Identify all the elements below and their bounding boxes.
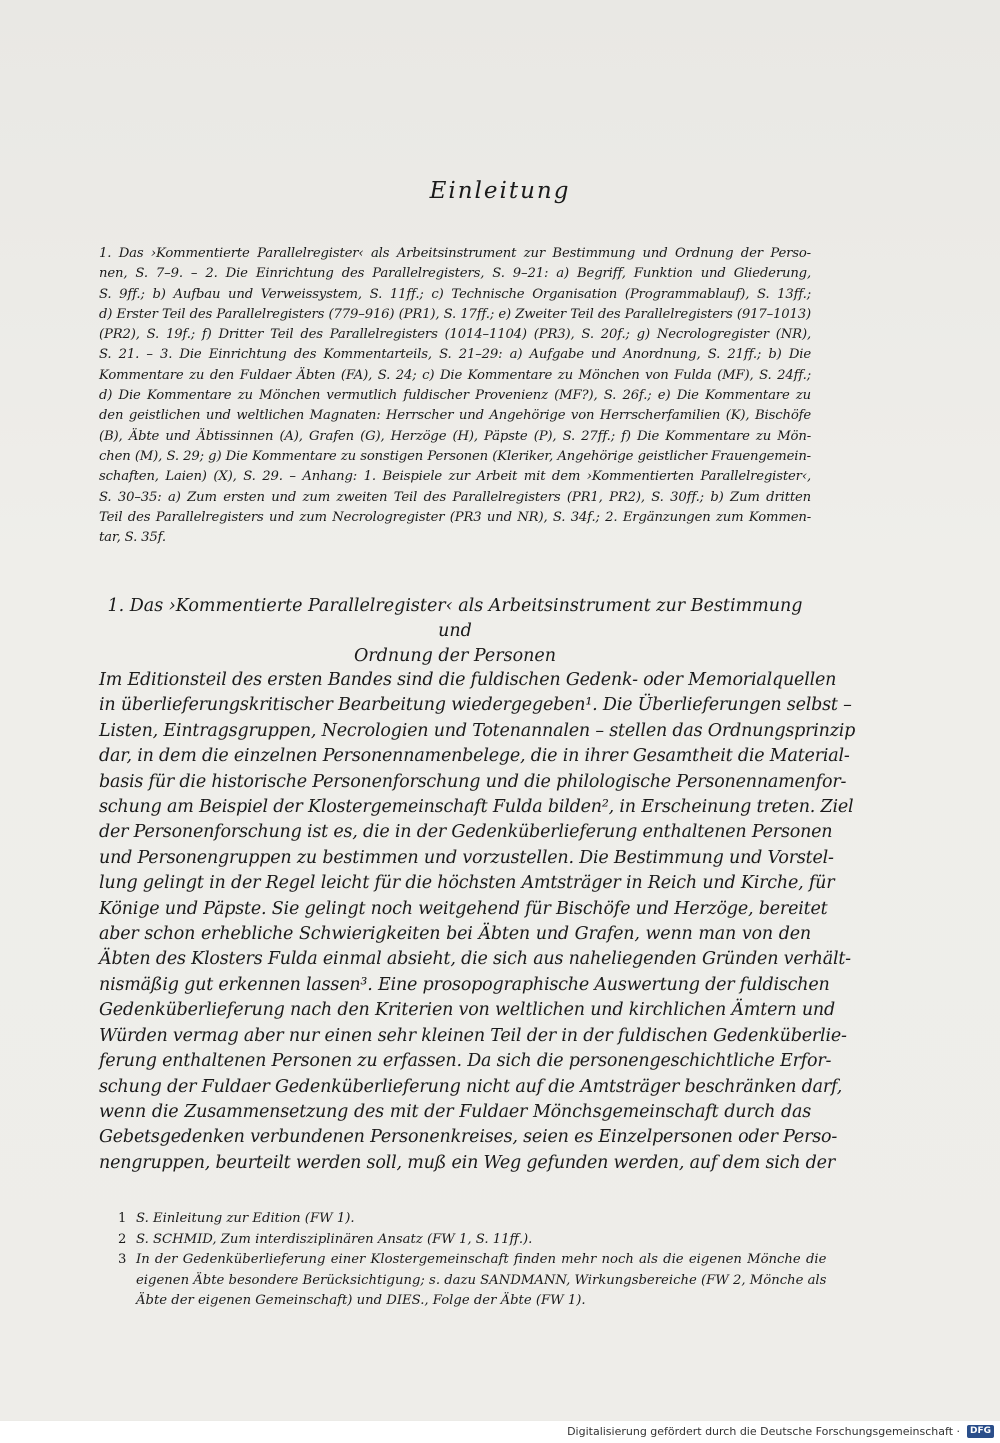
body-line: Im Editionsteil des ersten Bandes sind die fuldischen Gedenk- oder Memorialquellen: [99, 670, 837, 690]
footnote: [118, 1250, 827, 1312]
footnote-number: 1: [118, 1211, 127, 1226]
body-line: schung der Fuldaer Gedenküberlieferung nicht auf die Amtsträger beschränken darf,: [99, 1076, 843, 1097]
body-line: der Personenforschung ist es, die in der Gedenküberlieferung enthaltenen Personen: [99, 822, 833, 843]
footnote-line: S. SCHMID, Zum interdisziplinären Ansatz (FW 1, S. 11ff.).: [136, 1231, 533, 1247]
abstract-line: nen, S. 7–9. – 2. Die Einrichtung des Parallelregisters, S. 9–21: a) Begriff, Funktion und Gliederung,: [99, 266, 811, 282]
body-line: ferung enthaltenen Personen zu erfassen. Da sich die personengeschichtliche Erfor-: [99, 1051, 832, 1072]
body-line: schung am Beispiel der Klostergemeinschaft Fulda bilden², in Erscheinung treten. Ziel: [99, 797, 854, 818]
body-line: Listen, Eintragsgruppen, Necrologien und Totenannalen – stellen das Ordnungsprinzip: [99, 720, 856, 741]
abstract-line: S. 9ff.; b) Aufbau und Verweissystem, S. 11ff.; c) Technische Organisation (Programmablauf), S. 13ff.;: [99, 286, 811, 302]
footnote-line: S. Einleitung zur Edition (FW 1).: [136, 1211, 355, 1226]
chapter-title: Einleitung: [429, 178, 571, 204]
abstract-line: (B), Äbte und Äbtissinnen (A), Grafen (G), Herzöge (H), Päpste (P), S. 27ff.; f) Die Kommentare zu Mön-: [99, 428, 811, 444]
dfg-logo: DFG: [967, 1425, 994, 1438]
abstract-line: (PR2), S. 19f.; f) Dritter Teil des Parallelregisters (1014–1104) (PR3), S. 20f.; g) Necrologregister (NR),: [99, 327, 811, 343]
footnote: [118, 1209, 810, 1230]
abstract-line: d) Die Kommentare zu Mönchen vermutlich fuldischer Provenienz (MF?), S. 26f.; e) Die Kommentare zu: [99, 388, 811, 404]
abstract-line: d) Erster Teil des Parallelregisters (779–916) (PR1), S. 17ff.; e) Zweiter Teil des Parallelregisters (917–1013): [99, 306, 811, 322]
footnote: [118, 1230, 810, 1251]
body-line: nengruppen, beurteilt werden soll, muß ein Weg gefunden werden, auf dem sich der: [99, 1152, 836, 1173]
body-line: Äbten des Klosters Fulda einmal absieht, die sich aus naheliegenden Gründen verhält-: [99, 949, 851, 970]
body-line: Gebetsgedenken verbundenen Personenkreises, seien es Einzelpersonen oder Perso-: [99, 1127, 838, 1148]
body-line: und Personengruppen zu bestimmen und vorzustellen. Die Bestimmung und Vorstel-: [99, 847, 834, 868]
abstract-line: chen (M), S. 29; g) Die Kommentare zu sonstigen Personen (Kleriker, Angehörige geistlicher Frauengemein-: [99, 448, 811, 464]
abstract-line: S. 30–35: a) Zum ersten und zum zweiten Teil des Parallelregisters (PR1, PR2), S. 30ff.; b) Zum dritten: [99, 489, 811, 505]
footnote-line: In der Gedenküberlieferung einer Klostergemeinschaft finden mehr noch als die eigenen Mönche die: [136, 1252, 827, 1267]
abstract-line: Teil des Parallelregisters und zum Necrologregister (PR3 und NR), S. 34f.; 2. Ergänzungen zum Kommen-: [99, 509, 811, 525]
abstract-line: Kommentare zu den Fuldaer Äbten (FA), S. 24; c) Die Kommentare zu Mönchen von Fulda (MF), S. 24ff.;: [99, 367, 811, 383]
body-line: wenn die Zusammensetzung des mit der Fuldaer Mönchsgemeinschaft durch das: [99, 1101, 811, 1122]
abstract-line: den geistlichen und weltlichen Magnaten: Herrscher und Angehörige von Herrscherfamilien (K), Bischöfe: [99, 408, 811, 424]
footnote-number: 2: [118, 1231, 127, 1247]
abstract-line: schaften, Laien) (X), S. 29. – Anhang: 1. Beispiele zur Arbeit mit dem ›Kommentierten Parallelregister‹,: [99, 469, 811, 485]
footnote-line: eigenen Äbte besondere Berücksichtigung; s. dazu SANDMANN, Wirkungsbereiche (FW 2, Mönche als: [136, 1272, 827, 1288]
abstract-line: tar, S. 35f.: [99, 530, 166, 546]
body-line: in überlieferungskritischer Bearbeitung wiedergegeben¹. Die Überlieferungen selbst –: [99, 695, 852, 716]
footer-credit: Digitalisierung gefördert durch die Deutsche Forschungsgemeinschaft ·: [567, 1425, 960, 1438]
body-line: dar, in dem die einzelnen Personennamenbelege, die in ihrer Gesamtheit die Material-: [99, 746, 850, 767]
body-paragraph: [99, 668, 856, 1176]
chapter-abstract: [99, 244, 811, 548]
body-line: basis für die historische Personenforschung und die philologische Personennamenfor-: [99, 771, 847, 792]
body-line: Gedenküberlieferung nach den Kriterien von weltlichen und kirchlichen Ämtern und: [99, 1000, 835, 1021]
footnote-line: Äbte der eigenen Gemeinschaft) und DIES., Folge der Äbte (FW 1).: [136, 1293, 586, 1308]
abstract-line: 1. Das ›Kommentierte Parallelregister‹ als Arbeitsinstrument zur Bestimmung und Ordnung der Perso-: [99, 246, 811, 261]
section-heading: [99, 594, 811, 669]
body-line: nismäßig gut erkennen lassen³. Eine prosopographische Auswertung der fuldischen: [99, 974, 830, 995]
section-heading-line: Ordnung der Personen: [353, 646, 557, 666]
footer-bar: [0, 1421, 1000, 1443]
abstract-line: S. 21. – 3. Die Einrichtung des Kommentarteils, S. 21–29: a) Aufgabe und Anordnung, S. 21ff.; b) Die: [99, 347, 811, 363]
body-line: aber schon erhebliche Schwierigkeiten bei Äbten und Grafen, wenn man von den: [99, 924, 811, 945]
body-line: Würden vermag aber nur einen sehr kleinen Teil der in der fuldischen Gedenküberlie-: [99, 1025, 847, 1046]
body-line: Könige und Päpste. Sie gelingt noch weitgehend für Bischöfe und Herzöge, bereitet: [99, 898, 828, 919]
footnote-number: 3: [118, 1252, 127, 1267]
section-heading-line: 1. Das ›Kommentierte Parallelregister‹ als Arbeitsinstrument zur Bestimmung und: [107, 596, 803, 641]
footnotes: [118, 1209, 827, 1312]
body-line: lung gelingt in der Regel leicht für die höchsten Amtsträger in Reich und Kirche, für: [99, 873, 835, 894]
